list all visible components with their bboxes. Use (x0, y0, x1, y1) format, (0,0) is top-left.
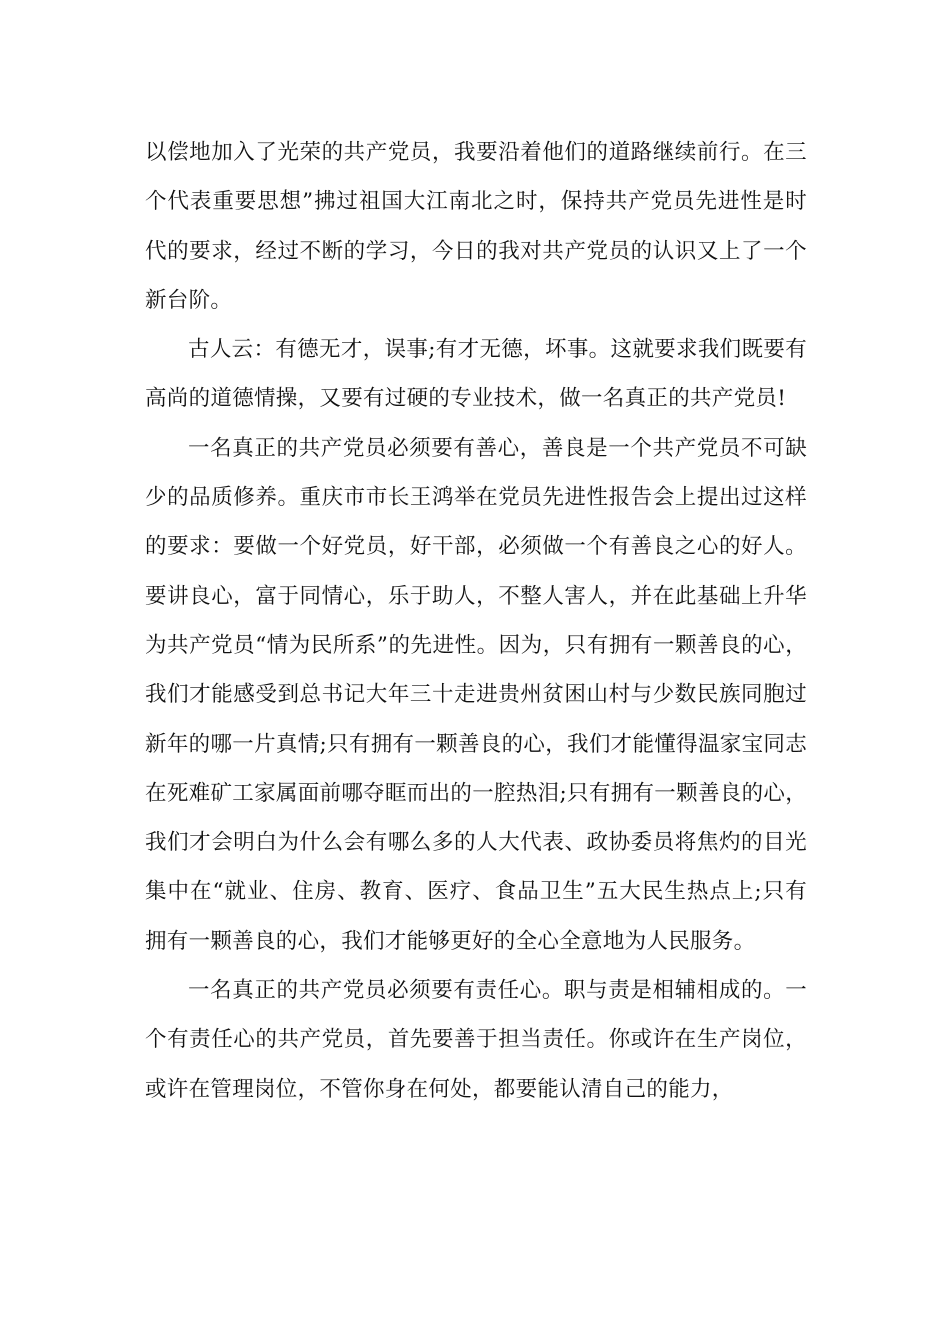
document-body (145, 128, 807, 1114)
paragraph-2: 古人云：有德无才，误事;有才无德，坏事。这就要求我们既要有高尚的道德情操，又要有过硬的专业技术，做一名真正的共产党员! (145, 337, 807, 412)
paragraph-3: 一名真正的共产党员必须要有善心，善良是一个共产党员不可缺少的品质修养。重庆市市长王鸿举在党员先进性报告会上提出过这样的要求：要做一个好党员，好干部，必须做一个有善良之心的好人。要讲良心，富于同情心，乐于助人，不整人害人，并在此基础上升华为共产党员“情为民所系”的先进性。因为，只有拥有一颗善良的心，我们才能感受到总书记大年三十走进贵州贫困山村与少数民族同胞过新年的哪一片真情;只有拥有一颗善良的心，我们才能懂得温家宝同志在死难矿工家属面前哪夺眶而出的一腔热泪;只有拥有一颗善良的心，我们才会明白为什么会有哪么多的人大代表、政协委员将焦灼的目光集中在“就业、住房、教育、医疗、食品卫生”五大民生热点上;只有拥有一颗善良的心，我们才能够更好的全心全意地为人民服务。 (145, 435, 807, 954)
paragraph-1: 以偿地加入了光荣的共产党员，我要沿着他们的道路继续前行。在三个代表重要思想”拂过祖国大江南北之时，保持共产党员先进性是时代的要求，经过不断的学习，今日的我对共产党员的认识又上了一个新台阶。 (145, 140, 807, 313)
paragraph-4: 一名真正的共产党员必须要有责任心。职与责是相辅相成的。一个有责任心的共产党员，首先要善于担当责任。你或许在生产岗位，或许在管理岗位，不管你身在何处，都要能认清自己的能力， (145, 978, 807, 1102)
